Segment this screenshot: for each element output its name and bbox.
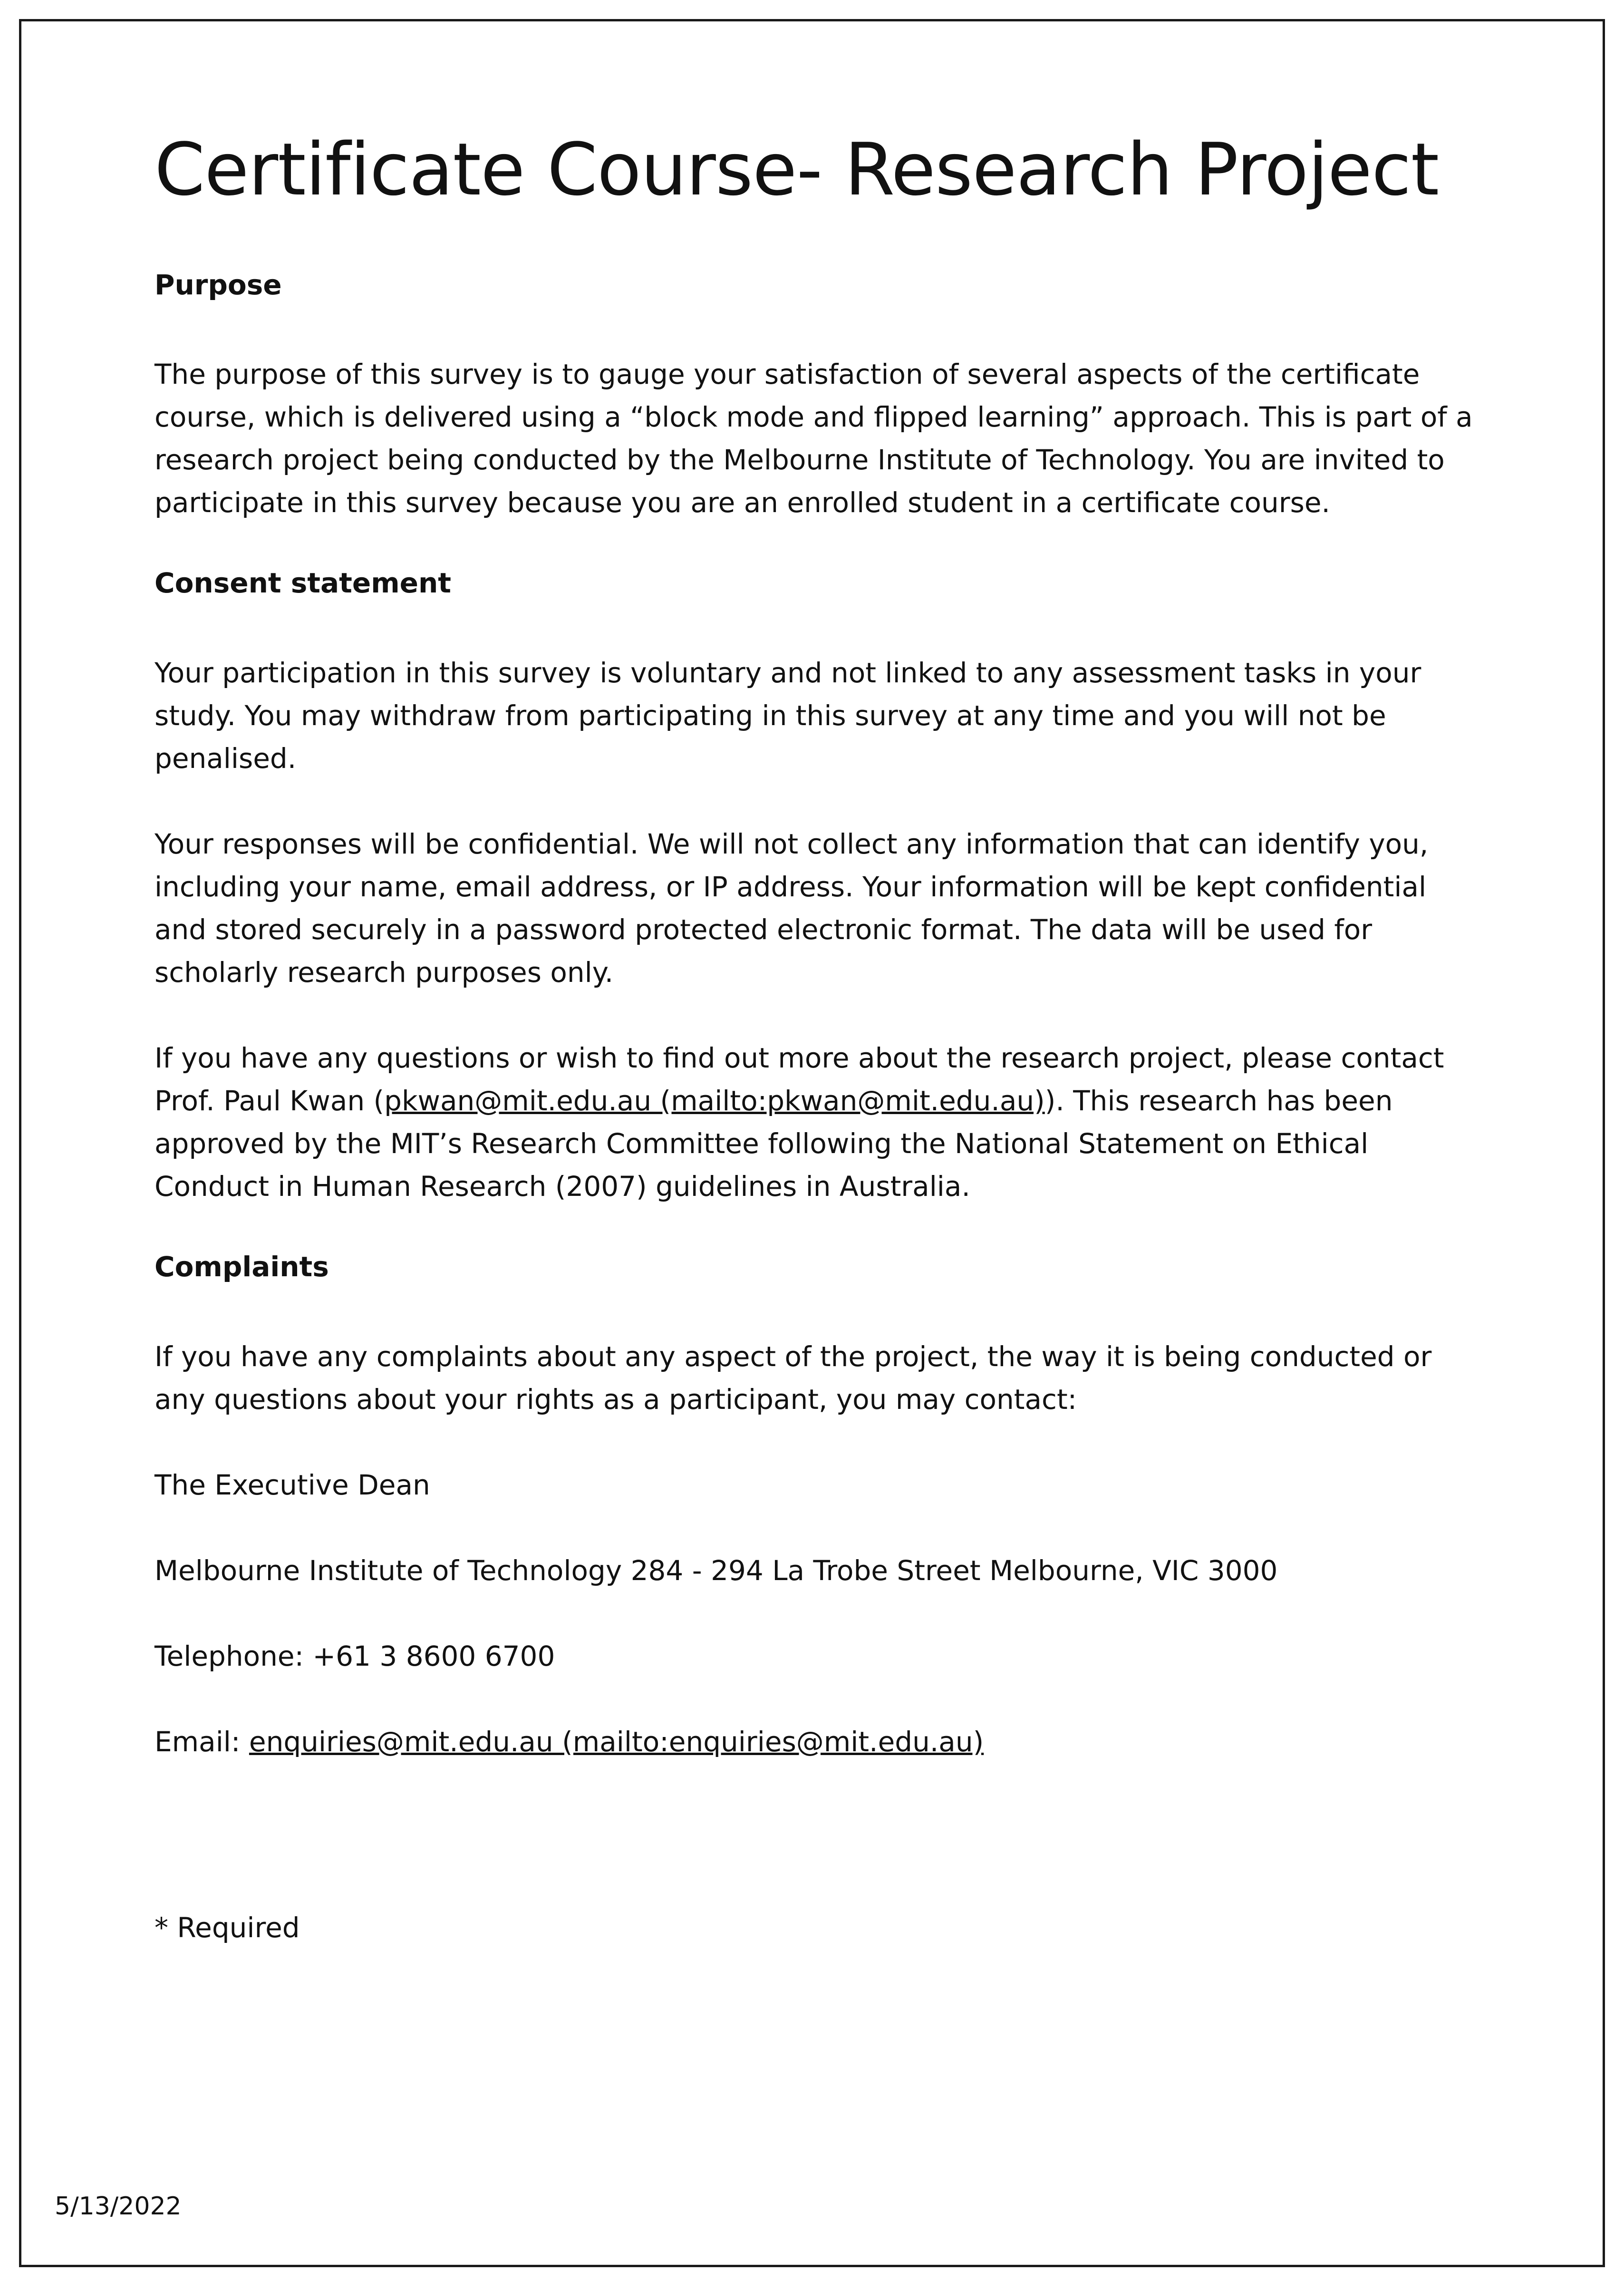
contact-address: Melbourne Institute of Technology 284 - 294 La Trobe Street Melbourne, VIC 3000 [155, 1554, 1278, 1587]
purpose-text: The purpose of this survey is to gauge your satisfaction of several aspects of the certificate course, which is delivered using a “block mode and flipped learning” approach. This is part of a research project being conducted by the Melbourne Institute of Technology. You are invited to participate in this survey because you are an enrolled student in a certificate course. [155, 358, 1473, 519]
consent-paragraph-3 [155, 1037, 1486, 1208]
page-title: Certificate Course- Research Project [155, 127, 1439, 212]
contact-email-link[interactable]: pkwan@mit.edu.au (mailto:pkwan@mit.edu.au) [384, 1084, 1045, 1117]
required-note: * Required [155, 1912, 300, 1944]
consent-heading: Consent statement [155, 567, 452, 600]
footer-date: 5/13/2022 [55, 2192, 182, 2221]
contact-title: The Executive Dean [155, 1468, 430, 1501]
document-content [155, 128, 1486, 1806]
consent-text-after-link: ). This research has been approved by the MIT’s Research Committee following the National Statement on Ethical Conduct in Human Research (2007) guidelines in Australia. [155, 1084, 1393, 1203]
contact-telephone: Telephone: +61 3 8600 6700 [155, 1640, 555, 1672]
consent-paragraph-1: Your participation in this survey is voluntary and not linked to any assessment tasks in your study. You may withdraw from participating in this survey at any time and you will not be penalised. [155, 656, 1421, 775]
complaints-intro: If you have any complaints about any aspect of the project, the way it is being conducted or any questions about your rights as a participant, you may contact: [155, 1340, 1432, 1416]
contact-email [155, 1720, 1486, 1763]
consent-paragraph-2: Your responses will be confidential. We will not collect any information that can identify you, including your name, email address, or IP address. Your information will be kept confidential and stored securely in a password protected electronic format. The data will be used for scholarly research purposes only. [155, 827, 1429, 989]
consent-text-before-link: If you have any questions or wish to find out more about the research project, please contact Prof. Paul Kwan ( [155, 1041, 1444, 1117]
email-label: Email: [155, 1725, 249, 1758]
enquiries-email-link[interactable]: enquiries@mit.edu.au (mailto:enquiries@mit.edu.au) [249, 1725, 984, 1758]
complaints-heading: Complaints [155, 1250, 329, 1283]
purpose-heading: Purpose [155, 268, 282, 301]
